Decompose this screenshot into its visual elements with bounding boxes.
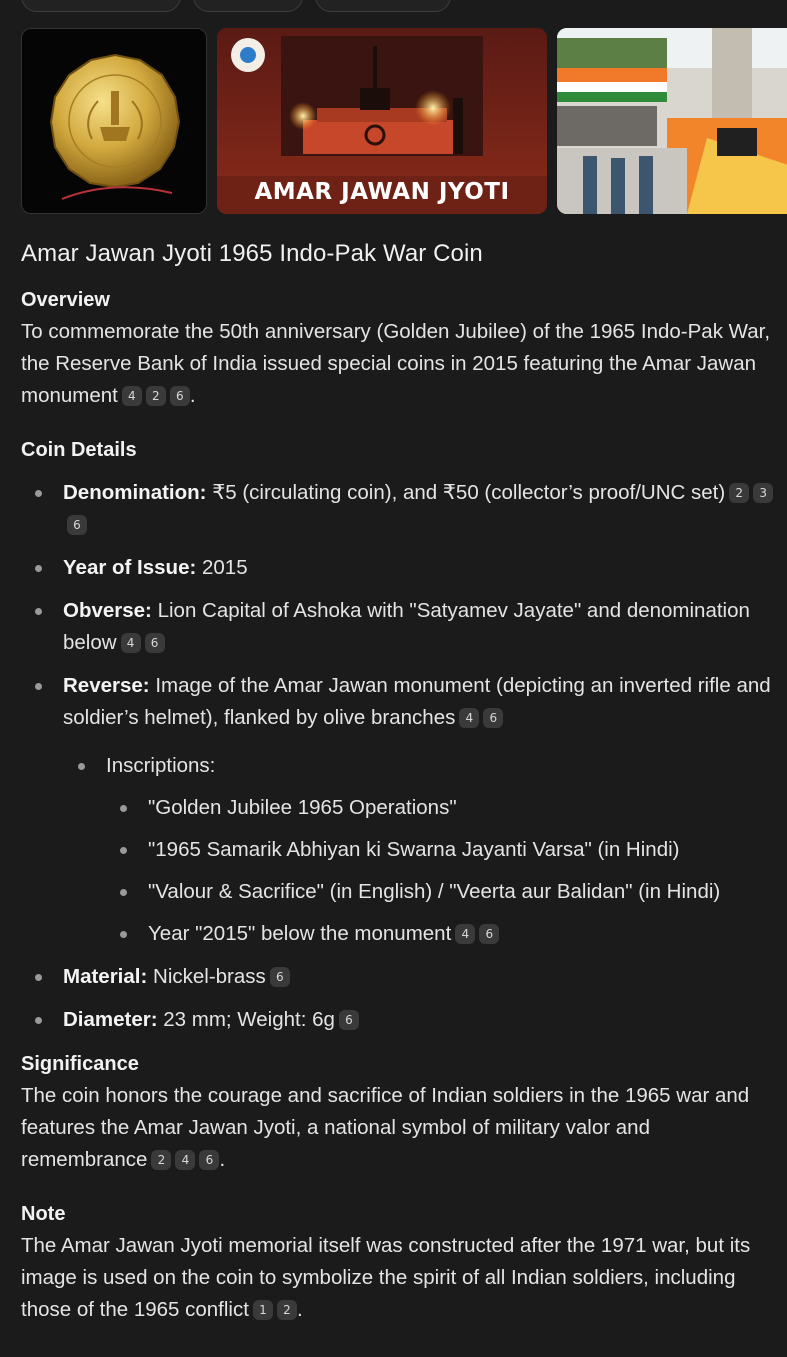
inscriptions-list <box>63 750 781 950</box>
list-item: Material: Nickel-brass 6 <box>21 961 781 993</box>
image-gallery <box>21 28 787 214</box>
citation-badge[interactable]: 6 <box>67 515 87 535</box>
citation-badge[interactable]: 3 <box>753 483 773 503</box>
citation-badge[interactable]: 4 <box>122 386 142 406</box>
citation-badge[interactable]: 6 <box>145 633 165 653</box>
list-item: "Valour & Sacrifice" (in English) / "Veerta aur Balidan" (in Hindi) <box>21 876 781 908</box>
list-item: "1965 Samarik Abhiyan ki Swarna Jayanti Varsa" (in Hindi) <box>21 834 781 866</box>
overview-text: To commemorate the 50th anniversary (Golden Jubilee) of the 1965 Indo-Pak War, the Reserve Bank of India issued special coins in 2015 featuring the Amar Jawan monument 4 2 6 . <box>21 320 771 407</box>
overview-heading: Overview <box>21 289 110 311</box>
list-item: Obverse: Lion Capital of Ashoka with "Satyamev Jayate" and denomination below 4 6 <box>21 595 781 659</box>
citation-badge[interactable]: 2 <box>146 386 166 406</box>
significance-text: The coin honors the courage and sacrifice of Indian soldiers in the 1965 war and features the Amar Jawan Jyoti, a national symbol of military valor and remembrance 2 4 6 . <box>21 1084 750 1171</box>
citation-badge[interactable]: 4 <box>175 1150 195 1170</box>
citation-badge[interactable]: 2 <box>277 1300 297 1320</box>
filter-chips <box>21 0 451 12</box>
filter-chip[interactable] <box>193 0 303 12</box>
significance-heading: Significance <box>21 1053 139 1075</box>
page-title: Amar Jawan Jyoti 1965 Indo-Pak War Coin <box>21 240 483 267</box>
citation-badge[interactable]: 6 <box>270 967 290 987</box>
memorial-image[interactable] <box>217 28 547 214</box>
citation-badge[interactable]: 4 <box>455 924 475 944</box>
filter-chip[interactable] <box>315 0 451 12</box>
list-item: "Golden Jubilee 1965 Operations" <box>21 792 781 824</box>
ceremony-image[interactable] <box>557 28 787 214</box>
coin-image[interactable] <box>21 28 207 214</box>
note-heading: Note <box>21 1203 66 1225</box>
coin-details-list <box>21 477 781 1036</box>
citation-badge[interactable]: 6 <box>339 1010 359 1030</box>
citation-badge[interactable]: 4 <box>459 708 479 728</box>
list-item: Reverse: Image of the Amar Jawan monument (depicting an inverted rifle and soldier’s helmet), flanked by olive branches 4 6 Inscriptions: "Golden Jubilee 1965 Operations" "1965 Samarik Abhiyan ki Swarna Jayanti Varsa" (in Hindi) "Valour & Sacrifice" (in English) / "Veerta aur Balidan" (in Hindi) Year "2015" below the monument 4 6 <box>21 670 781 950</box>
citation-badge[interactable]: 6 <box>170 386 190 406</box>
list-item: Year "2015" below the monument 4 6 <box>21 918 781 950</box>
filter-chip[interactable] <box>21 0 181 12</box>
citation-badge[interactable]: 2 <box>729 483 749 503</box>
answer-content <box>21 240 781 1326</box>
list-item: Diameter: 23 mm; Weight: 6g 6 <box>21 1004 781 1036</box>
list-item: Denomination: ₹5 (circulating coin), and ₹50 (collector’s proof/UNC set) 2 36 <box>21 477 781 541</box>
list-item: Inscriptions: "Golden Jubilee 1965 Operations" "1965 Samarik Abhiyan ki Swarna Jayanti Varsa" (in Hindi) "Valour & Sacrifice" (in English) / "Veerta aur Balidan" (in Hindi) Year "2015" below the monument 4 6 <box>21 750 781 950</box>
citation-badge[interactable]: 2 <box>151 1150 171 1170</box>
citation-badge[interactable]: 6 <box>199 1150 219 1170</box>
citation-badge[interactable]: 4 <box>121 633 141 653</box>
list-item: Year of Issue: 2015 <box>21 552 781 584</box>
citation-badge[interactable]: 1 <box>253 1300 273 1320</box>
banner-caption: AMAR JAWAN JYOTI <box>254 179 510 205</box>
inscription-items <box>106 792 781 950</box>
citation-badge[interactable]: 6 <box>479 924 499 944</box>
note-text: The Amar Jawan Jyoti memorial itself was constructed after the 1971 war, but its image is used on the coin to symbolize the spirit of all Indian soldiers, including those of the 1965 conflict 1 2 . <box>21 1234 751 1321</box>
citation-badge[interactable]: 6 <box>483 708 503 728</box>
coin-details-heading: Coin Details <box>21 439 137 461</box>
